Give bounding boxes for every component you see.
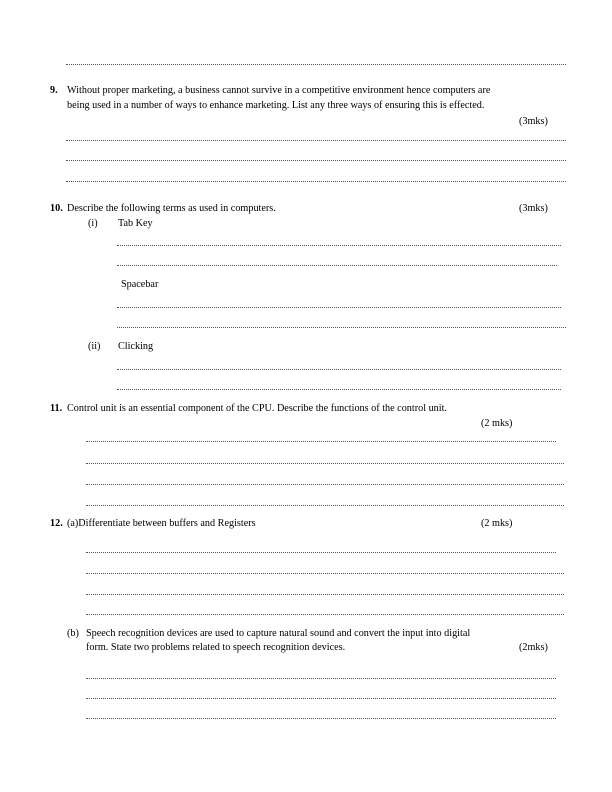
answer-line	[86, 678, 556, 679]
question-number: 10.	[50, 203, 63, 214]
marks-label: (3mks)	[519, 203, 548, 214]
answer-line	[86, 441, 556, 442]
term-label: Spacebar	[121, 279, 159, 290]
part-label: (b)	[67, 628, 79, 639]
question-number: 11.	[50, 403, 63, 414]
question-text: form. State two problems related to speech recognition devices.	[86, 642, 346, 653]
answer-line	[86, 718, 556, 719]
answer-line	[117, 307, 561, 308]
part-label: (ii)	[88, 341, 101, 352]
answer-line	[117, 265, 557, 266]
marks-label: (2 mks)	[481, 418, 513, 429]
answer-line	[66, 181, 566, 182]
question-text: Speech recognition devices are used to capture natural sound and convert the input into digital	[86, 628, 471, 639]
answer-line	[86, 698, 556, 699]
answer-line	[66, 160, 566, 161]
question-text: Describe the following terms as used in computers.	[67, 203, 276, 214]
marks-label: (3mks)	[519, 116, 548, 127]
answer-line	[86, 505, 564, 506]
answer-line	[86, 614, 564, 615]
answer-line	[117, 369, 561, 370]
answer-line	[86, 484, 564, 485]
term-label: Tab Key	[118, 218, 153, 229]
answer-line	[117, 389, 561, 390]
part-label: (i)	[88, 218, 98, 229]
answer-line	[117, 327, 566, 328]
answer-line	[86, 573, 564, 574]
answer-line	[117, 245, 561, 246]
answer-line	[86, 552, 556, 553]
question-number: 9.	[50, 85, 58, 96]
question-text: Without proper marketing, a business cannot survive in a competitive environment hence computers are	[67, 85, 491, 96]
question-text: being used in a number of ways to enhance marketing. List any three ways of ensuring this is effected.	[67, 100, 485, 111]
answer-line	[86, 594, 564, 595]
term-label: Clicking	[118, 341, 154, 352]
question-number: 12.	[50, 518, 63, 529]
answer-line	[86, 463, 564, 464]
marks-label: (2mks)	[519, 642, 548, 653]
question-text: (a)Differentiate between buffers and Registers	[67, 518, 256, 529]
question-text: Control unit is an essential component of the CPU. Describe the functions of the control unit.	[67, 403, 447, 414]
answer-line	[66, 64, 566, 65]
marks-label: (2 mks)	[481, 518, 513, 529]
answer-line	[66, 140, 566, 141]
